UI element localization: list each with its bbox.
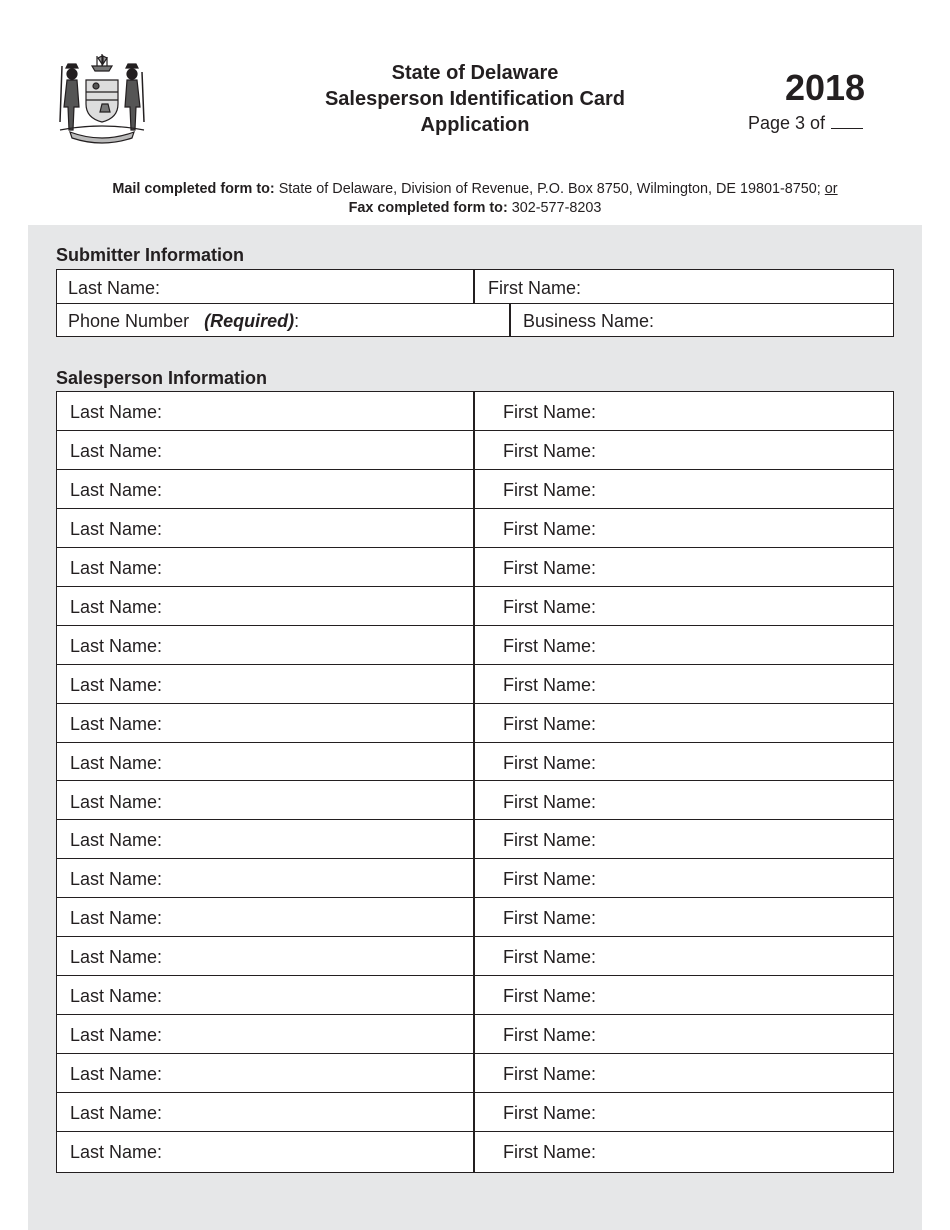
salesperson-row <box>57 1132 893 1171</box>
salesperson-row <box>57 898 893 937</box>
salesperson-row <box>57 1093 893 1132</box>
salesperson-row <box>57 431 893 470</box>
salesperson-first-name-field[interactable]: First Name: <box>503 908 597 929</box>
salesperson-first-name-field[interactable]: First Name: <box>503 986 597 1007</box>
salesperson-last-name-field[interactable]: Last Name: <box>70 869 163 890</box>
page-number <box>748 112 898 134</box>
salesperson-row <box>57 976 893 1015</box>
title-line-application: Application <box>420 114 530 136</box>
title-line-state: State of Delaware <box>391 62 559 84</box>
salesperson-last-name-field[interactable]: Last Name: <box>70 557 163 578</box>
mailing-instructions <box>0 180 950 218</box>
salesperson-last-name-field[interactable]: Last Name: <box>70 674 163 695</box>
salesperson-first-name-field[interactable]: First Name: <box>503 947 597 968</box>
salesperson-first-name-field[interactable]: First Name: <box>503 713 597 734</box>
salesperson-last-name-field[interactable]: Last Name: <box>70 596 163 617</box>
salesperson-first-name-field[interactable]: First Name: <box>503 1142 597 1163</box>
salesperson-last-name-field[interactable]: Last Name: <box>70 479 163 500</box>
salesperson-first-name-field[interactable]: First Name: <box>503 830 597 851</box>
salesperson-row <box>57 392 893 431</box>
salesperson-row <box>57 704 893 743</box>
salesperson-last-name-field[interactable]: Last Name: <box>70 986 163 1007</box>
salesperson-first-name-field[interactable]: First Name: <box>503 869 597 890</box>
submitter-table <box>56 269 894 337</box>
divider <box>473 270 475 303</box>
or-text: or <box>824 181 838 197</box>
salesperson-row <box>57 937 893 976</box>
salesperson-first-name-field[interactable]: First Name: <box>503 752 597 773</box>
salesperson-last-name-field[interactable]: Last Name: <box>70 635 163 656</box>
fax-label: Fax completed form to: <box>348 200 508 216</box>
salesperson-last-name-field[interactable]: Last Name: <box>70 440 163 461</box>
salesperson-first-name-field[interactable]: First Name: <box>503 1025 597 1046</box>
salesperson-row <box>57 859 893 898</box>
fax-number: 302-577-8203 <box>511 200 602 216</box>
salesperson-last-name-field[interactable]: Last Name: <box>70 791 163 812</box>
salesperson-row <box>57 1015 893 1054</box>
salesperson-first-name-field[interactable]: First Name: <box>503 1103 597 1124</box>
salesperson-row <box>57 820 893 859</box>
salesperson-row <box>57 470 893 509</box>
salesperson-heading: Salesperson Information <box>56 368 268 388</box>
salesperson-row <box>57 509 893 548</box>
salesperson-last-name-field[interactable]: Last Name: <box>70 752 163 773</box>
submitter-phone-field[interactable] <box>68 311 299 332</box>
salesperson-row <box>57 743 893 782</box>
salesperson-last-name-field[interactable]: Last Name: <box>70 1142 163 1163</box>
salesperson-last-name-field[interactable]: Last Name: <box>70 1103 163 1124</box>
mail-address: State of Delaware, Division of Revenue, P.O. Box 8750, Wilmington, DE 19801-8750; <box>278 181 821 197</box>
salesperson-first-name-field[interactable]: First Name: <box>503 440 597 461</box>
submitter-first-name-field[interactable]: First Name: <box>488 278 582 298</box>
salesperson-last-name-field[interactable]: Last Name: <box>70 518 163 539</box>
salesperson-first-name-field[interactable]: First Name: <box>503 1064 597 1085</box>
salesperson-first-name-field[interactable]: First Name: <box>503 674 597 695</box>
phone-label: Phone Number <box>68 311 190 331</box>
salesperson-last-name-field[interactable]: Last Name: <box>70 1025 163 1046</box>
submitter-heading: Submitter Information <box>56 245 244 265</box>
phone-colon: : <box>294 311 300 331</box>
salesperson-last-name-field[interactable]: Last Name: <box>70 908 163 929</box>
salesperson-first-name-field[interactable]: First Name: <box>503 479 597 500</box>
salesperson-first-name-field[interactable]: First Name: <box>503 791 597 812</box>
phone-required: (Required) <box>204 311 295 331</box>
page-label: Page 3 of <box>748 113 826 133</box>
submitter-row-name <box>57 270 893 304</box>
salesperson-last-name-field[interactable]: Last Name: <box>70 713 163 734</box>
salesperson-row <box>57 548 893 587</box>
salesperson-last-name-field[interactable]: Last Name: <box>70 830 163 851</box>
form-year: 2018 <box>784 67 866 108</box>
form-title <box>275 60 675 138</box>
salesperson-last-name-field[interactable]: Last Name: <box>70 402 163 422</box>
salesperson-first-name-field[interactable]: First Name: <box>503 596 597 617</box>
salesperson-last-name-field[interactable]: Last Name: <box>70 1064 163 1085</box>
submitter-last-name-field[interactable]: Last Name: <box>68 278 161 298</box>
mail-label: Mail completed form to: <box>112 181 275 197</box>
salesperson-first-name-field[interactable]: First Name: <box>503 557 597 578</box>
salesperson-first-name-field[interactable]: First Name: <box>503 518 597 539</box>
salesperson-first-name-field[interactable]: First Name: <box>503 402 597 422</box>
submitter-row-contact <box>57 303 893 336</box>
divider <box>509 303 511 336</box>
salesperson-row <box>57 665 893 704</box>
salesperson-row <box>57 782 893 821</box>
title-line-card: Salesperson Identification Card <box>324 88 626 110</box>
delaware-state-seal-icon <box>52 52 152 144</box>
salesperson-table <box>56 391 894 1173</box>
salesperson-last-name-field[interactable]: Last Name: <box>70 947 163 968</box>
submitter-business-name-field[interactable]: Business Name: <box>523 311 655 331</box>
salesperson-row <box>57 587 893 626</box>
salesperson-first-name-field[interactable]: First Name: <box>503 635 597 656</box>
salesperson-row <box>57 626 893 665</box>
page-total-blank[interactable] <box>831 112 863 129</box>
salesperson-row <box>57 1054 893 1093</box>
